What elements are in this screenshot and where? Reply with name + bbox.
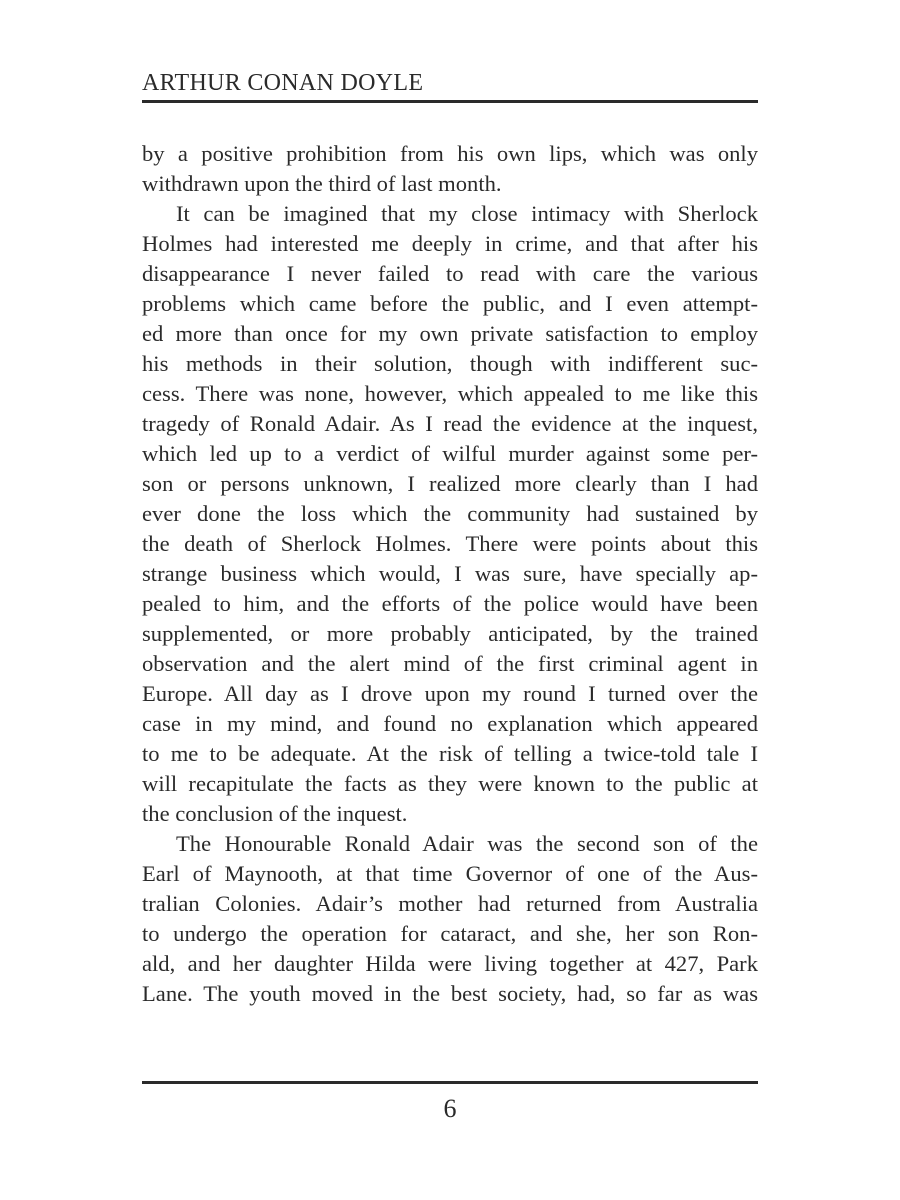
- text-line: ald, and her daughter Hilda were living together at 427, Park: [142, 951, 758, 976]
- text-line: Lane. The youth moved in the best society, had, so far as was: [142, 981, 758, 1006]
- text-line: will recapitulate the facts as they were known to the public at: [142, 771, 758, 796]
- text-line: case in my mind, and found no explanation which appeared: [142, 711, 758, 736]
- text-line: by a positive prohibition from his own lips, which was only: [142, 141, 758, 166]
- text-line: the conclusion of the inquest.: [142, 801, 408, 826]
- text-line: cess. There was none, however, which appealed to me like this: [142, 381, 758, 406]
- text-line: which led up to a verdict of wilful murder against some per-: [142, 441, 758, 466]
- text-line: to undergo the operation for cataract, and she, her son Ron-: [142, 921, 758, 946]
- header-rule: [142, 100, 758, 103]
- text-line: tragedy of Ronald Adair. As I read the evidence at the inquest,: [142, 411, 758, 436]
- text-line: disappearance I never failed to read with care the various: [142, 261, 758, 286]
- text-line: the death of Sherlock Holmes. There were points about this: [142, 531, 758, 556]
- text-line: Earl of Maynooth, at that time Governor of one of the Aus-: [142, 861, 758, 886]
- footer-rule: [142, 1081, 758, 1084]
- running-header: ARTHUR CONAN DOYLE: [142, 70, 424, 96]
- text-line: son or persons unknown, I realized more clearly than I had: [142, 471, 758, 496]
- text-line: ever done the loss which the community had sustained by: [142, 501, 758, 526]
- text-line: supplemented, or more probably anticipated, by the trained: [142, 621, 758, 646]
- text-line: pealed to him, and the efforts of the police would have been: [142, 591, 758, 616]
- text-line: Europe. All day as I drove upon my round I turned over the: [142, 681, 758, 706]
- page-number: 6: [443, 1094, 457, 1123]
- text-line: strange business which would, I was sure, have specially ap-: [142, 561, 758, 586]
- text-line: to me to be adequate. At the risk of telling a twice-told tale I: [142, 741, 758, 766]
- text-line: his methods in their solution, though with indifferent suc-: [142, 351, 758, 376]
- text-line: The Honourable Ronald Adair was the second son of the: [176, 831, 758, 856]
- body-text: [142, 139, 758, 1009]
- text-line: Holmes had interested me deeply in crime, and that after his: [142, 231, 758, 256]
- text-line: ed more than once for my own private satisfaction to employ: [142, 321, 758, 346]
- text-line: problems which came before the public, and I even attempt-: [142, 291, 758, 316]
- text-line: withdrawn upon the third of last month.: [142, 171, 502, 196]
- text-line: observation and the alert mind of the first criminal agent in: [142, 651, 758, 676]
- text-line: tralian Colonies. Adair’s mother had returned from Australia: [142, 891, 758, 916]
- text-line: It can be imagined that my close intimacy with Sherlock: [176, 201, 758, 226]
